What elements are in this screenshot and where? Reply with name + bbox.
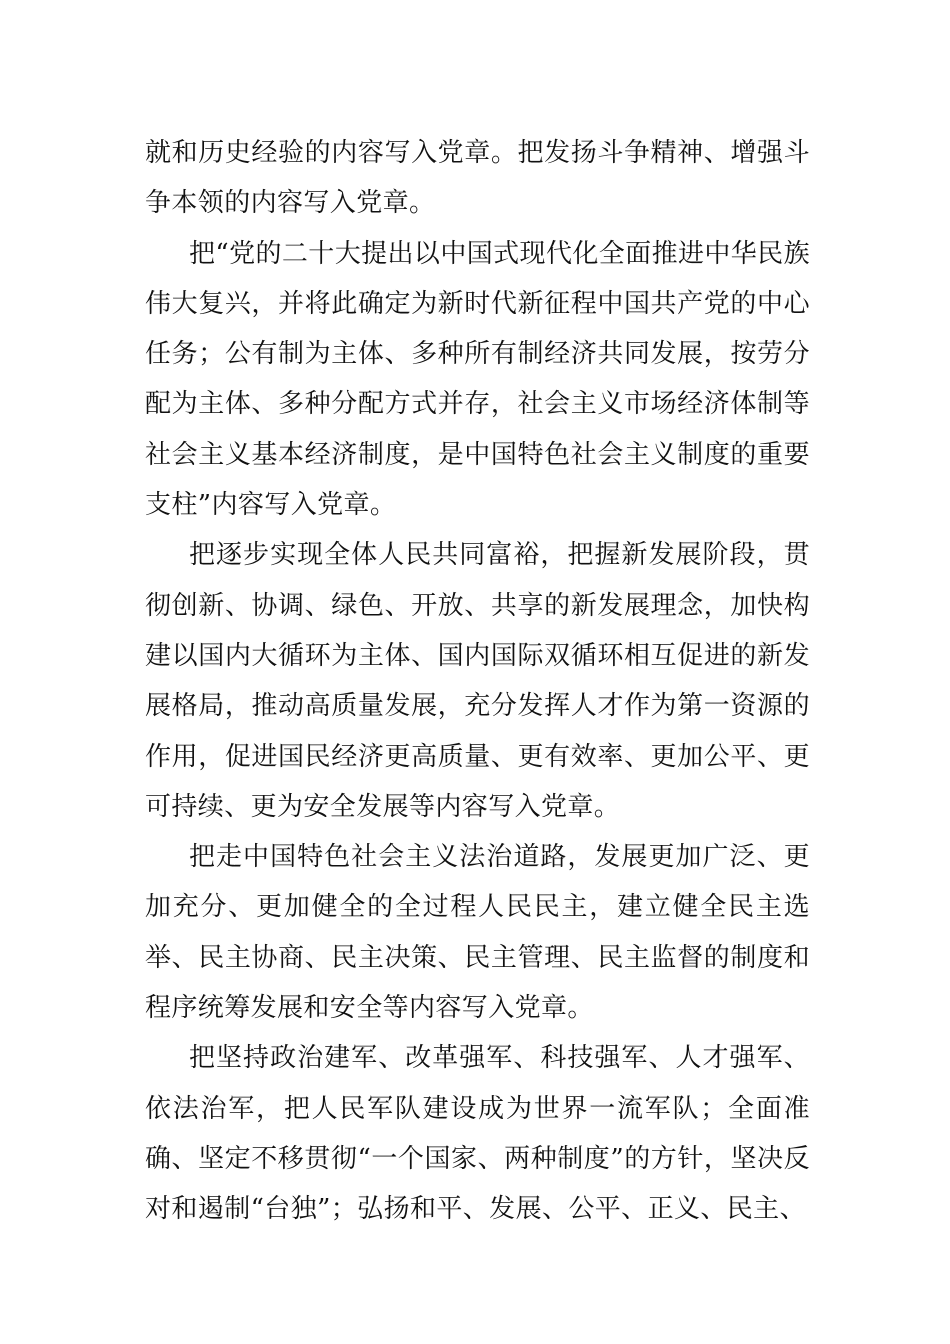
paragraph-continuation: 就和历史经验的内容写入党章。把发扬斗争精神、增强斗争本领的内容写入党章。 [145,138,810,219]
paragraph-military: 把坚持政治建军、改革强军、科技强军、人才强军、依法治军，把人民军队建设成为世界一流军队；全面准确、坚定不移贯彻“一个国家、两种制度”的方针，坚决反对和遏制“台独”；弘扬和平、发展、公平、正义、民主、 [145,1043,810,1225]
paragraph-central-task: 把“党的二十大提出以中国式现代化全面推进中华民族伟大复兴，并将此确定为新时代新征程中国共产党的中心任务；公有制为主体、多种所有制经济共同发展，按劳分配为主体、多种分配方式并存，社会主义市场经济体制等社会主义基本经济制度，是中国特色社会主义制度的重要支柱”内容写入党章。 [145,238,810,521]
document-body [145,128,810,1235]
paragraph-development: 把逐步实现全体人民共同富裕，把握新发展阶段，贯彻创新、协调、绿色、开放、共享的新发展理念，加快构建以国内大循环为主体、国内国际双循环相互促进的新发展格局，推动高质量发展，充分发挥人才作为第一资源的作用，促进国民经济更高质量、更有效率、更加公平、更可持续、更为安全发展等内容写入党章。 [145,540,810,822]
paragraph-rule-of-law: 把走中国特色社会主义法治道路，发展更加广泛、更加充分、更加健全的全过程人民民主，建立健全民主选举、民主协商、民主决策、民主管理、民主监督的制度和程序统筹发展和安全等内容写入党章。 [145,842,810,1024]
